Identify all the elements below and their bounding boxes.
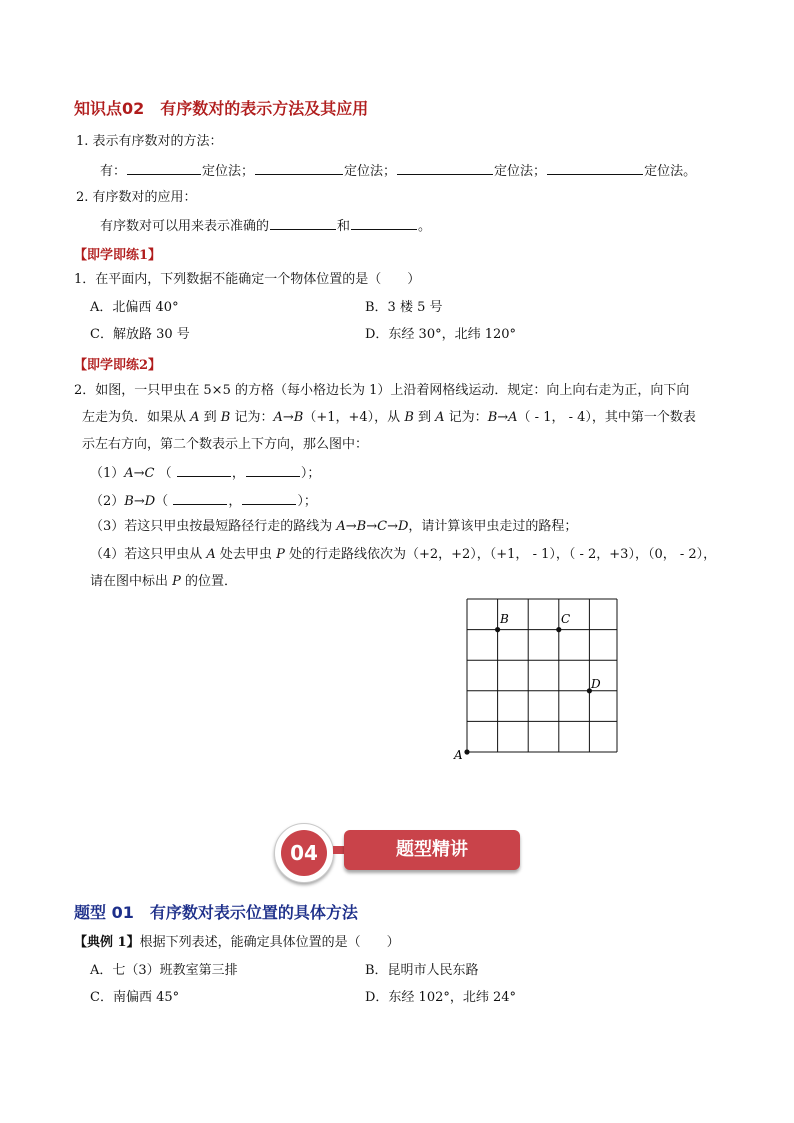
point-p-ref: P	[276, 547, 285, 562]
text: ）；	[297, 494, 317, 509]
point-c-dot	[556, 627, 561, 632]
q2-text: 有序数对可以用来表示准确的	[100, 219, 270, 234]
text: （2）	[90, 494, 125, 509]
point-a-ref: A	[206, 547, 216, 562]
text: 左走为负．如果从	[82, 410, 191, 425]
point-a-ref: A	[190, 410, 200, 425]
q1-suffix: 定位法；	[202, 164, 255, 179]
option-c: C．南偏西 45°	[90, 990, 180, 1005]
q2-end: 。	[418, 219, 432, 234]
text: 的位置．	[180, 574, 238, 589]
grid-lines	[467, 599, 617, 752]
text: 到	[413, 410, 436, 425]
option-d: D．东经 102°，北纬 24°	[365, 990, 517, 1005]
example-tag: 【典例 1】	[74, 935, 140, 950]
q1-end: 定位法。	[644, 164, 697, 179]
part-4	[90, 546, 716, 564]
option-b: B．昆明市人民东路	[365, 963, 479, 978]
practice2-line3: 示左右方向，第二个数表示上下方向，那么图中：	[82, 437, 369, 452]
answer-blank[interactable]	[173, 491, 227, 505]
q1-blanks-line	[100, 161, 696, 181]
practice2-line1: 2．如图，一只甲虫在 5×5 的方格（每小格边长为 1）上沿着网格线运动．规定：向上向右走为正，向下向	[74, 383, 690, 398]
option-b: B．3 楼 5 号	[365, 300, 443, 315]
section-banner-label: 题型精讲	[344, 830, 520, 870]
text: （+1，+4），从	[303, 410, 405, 425]
text: （4）若这只甲虫从	[90, 547, 207, 562]
text: 记为：	[444, 410, 488, 425]
q2-label: 2. 有序数对的应用：	[76, 190, 197, 205]
point-b-ref: B	[487, 410, 498, 425]
type-title: 题型 01 有序数对表示位置的具体方法	[74, 903, 358, 922]
answer-blank[interactable]	[246, 463, 300, 477]
part-3	[90, 518, 577, 536]
part-2	[90, 491, 317, 511]
answer-blank[interactable]	[547, 161, 643, 175]
point-b-ref: B	[404, 410, 414, 425]
text: ，	[231, 466, 245, 481]
route-label: A→B→C→D	[336, 519, 409, 534]
text: ，	[228, 494, 242, 509]
text: 记为：	[230, 410, 274, 425]
point-a-dot	[464, 749, 469, 754]
option-a: A．北偏西 40°	[90, 300, 179, 315]
answer-blank[interactable]	[255, 161, 343, 175]
example-text: 根据下列表述，能确定具体位置的是（ ）	[139, 935, 400, 950]
q1-suffix: 定位法；	[494, 164, 547, 179]
text: 到	[199, 410, 221, 425]
part-4-cont	[90, 573, 237, 591]
label-b: B	[500, 612, 509, 626]
text: （ - 1， - 4），其中第一个数表	[517, 410, 696, 425]
label-d: D	[591, 677, 601, 691]
section-title: 知识点02 有序数对的表示方法及其应用	[74, 99, 369, 118]
text: （3）若这只甲虫按最短路径行走的路线为	[90, 519, 337, 534]
answer-blank[interactable]	[397, 161, 493, 175]
point-a-ref: A	[435, 410, 445, 425]
text: 请在图中标出	[90, 574, 173, 589]
q2-line	[100, 216, 431, 236]
option-c: C．解放路 30 号	[90, 327, 190, 342]
text: 处的行走路线依次为（+2，+2），（+1， - 1），（ - 2，+3），（0， - 2），	[284, 547, 717, 562]
label-c: C	[561, 612, 571, 626]
pair-label: A→C	[124, 466, 155, 481]
text: （	[155, 494, 169, 509]
section-number-badge	[274, 823, 334, 883]
text: ）；	[300, 466, 321, 481]
section-number: 04	[281, 830, 327, 876]
point-b-ref: B	[220, 410, 231, 425]
answer-blank[interactable]	[127, 161, 201, 175]
q1-prefix: 有：	[100, 164, 127, 179]
label-a: A	[454, 748, 463, 762]
text: 处去甲虫	[215, 547, 277, 562]
point-b-dot	[495, 627, 500, 632]
point-p-ref: P	[172, 574, 181, 589]
text: （1）	[90, 466, 125, 481]
practice-heading: 【即学即练1】	[74, 248, 162, 263]
answer-blank[interactable]	[177, 463, 231, 477]
answer-blank[interactable]	[242, 491, 296, 505]
text: （	[158, 466, 172, 481]
pair-label: B→D	[124, 494, 156, 509]
practice1-question: 1．在平面内，下列数据不能确定一个物体位置的是（ ）	[74, 272, 421, 287]
option-a: A．七（3）班教室第三排	[90, 963, 238, 978]
example-1	[74, 934, 400, 952]
arrow-symbol: →	[497, 410, 509, 425]
point-a-ref: A	[508, 410, 518, 425]
practice-heading: 【即学即练2】	[74, 358, 162, 373]
arrow-symbol: →	[282, 410, 294, 425]
answer-blank[interactable]	[270, 216, 336, 230]
answer-blank[interactable]	[351, 216, 417, 230]
point-a-ref: A	[273, 410, 283, 425]
practice2-line2	[82, 409, 696, 427]
point-b-ref: B	[293, 410, 304, 425]
option-d: D．东经 30°，北纬 120°	[365, 327, 517, 342]
q1-label: 1. 表示有序数对的方法：	[76, 134, 223, 149]
text: ，请计算该甲虫走过的路程；	[408, 519, 578, 534]
q2-and: 和	[337, 219, 351, 234]
grid-figure	[446, 590, 626, 762]
q1-suffix: 定位法；	[344, 164, 397, 179]
part-1	[90, 463, 320, 483]
